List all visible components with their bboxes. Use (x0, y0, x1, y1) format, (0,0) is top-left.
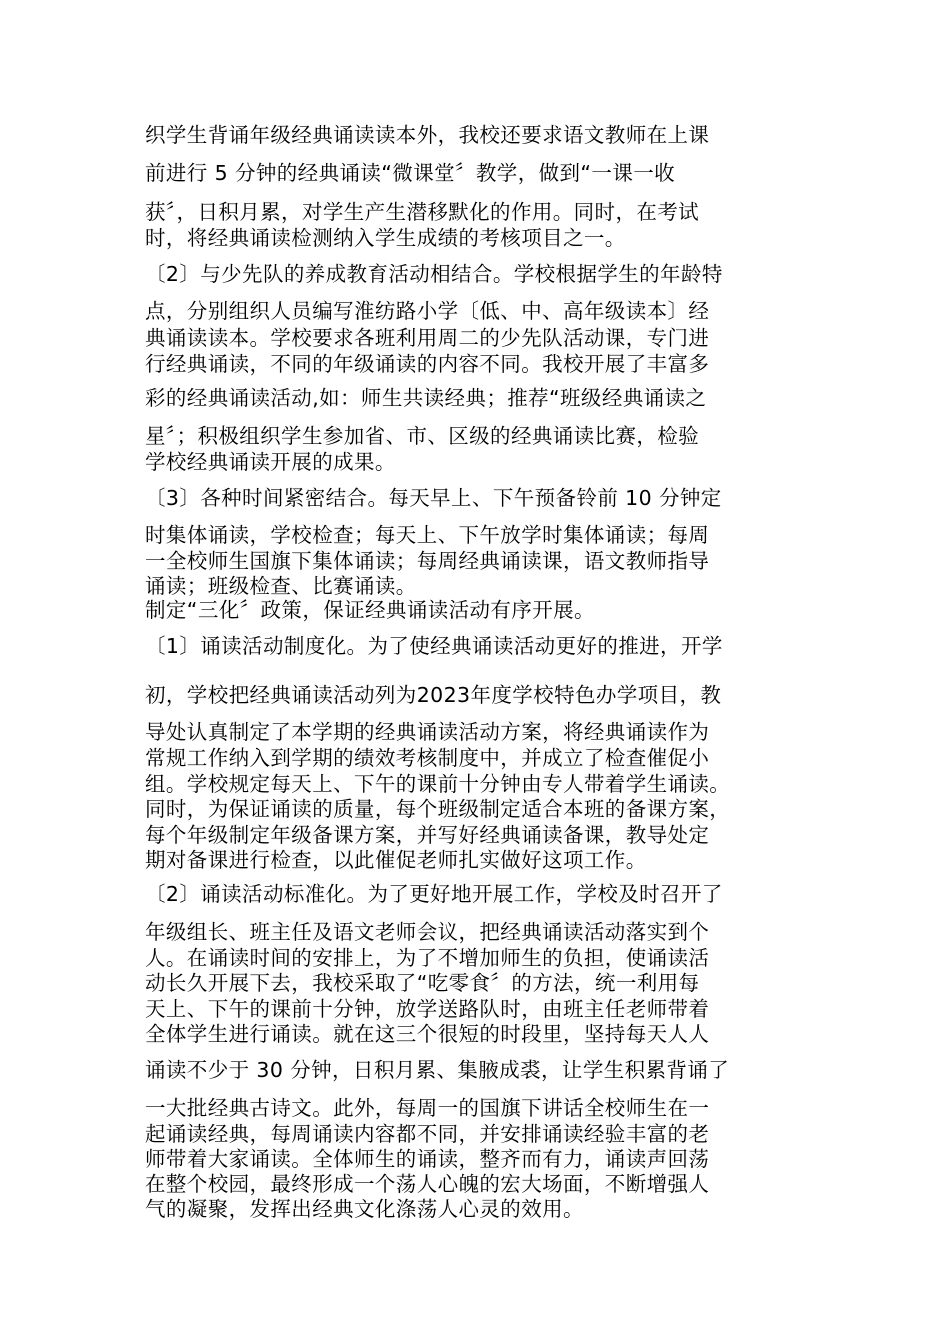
text-line: 典诵读读本。学校要求各班利用周二的少先队活动课，专门进 (145, 326, 710, 350)
text-line: 初，学校把经典诵读活动列为2023年度学校特色办学项目，教 (145, 683, 722, 707)
text-line: 〔1〕诵读活动制度化。为了使经典诵读活动更好的推进，开学 (145, 634, 723, 658)
text-line: 星〞；积极组织学生参加省、市、区级的经典诵读比赛，检验 (145, 424, 700, 448)
text-line: 行经典诵读，不同的年级诵读的内容不同。我校开展了丰富多 (145, 352, 710, 376)
text-line: 起诵读经典，每周诵读内容都不同，并安排诵读经验丰富的老 (145, 1122, 710, 1146)
text-line: 制定“三化〞政策，保证经典诵读活动有序开展。 (145, 598, 595, 622)
text-line: 学校经典诵读开展的成果。 (145, 450, 396, 474)
text-line: 在整个校园，最终形成一个荡人心魄的宏大场面，不断增强人 (145, 1172, 710, 1196)
text-line: 获〞，日积月累，对学生产生潜移默化的作用。同时，在考试 (145, 200, 700, 224)
text-line: 人。在诵读时间的安排上，为了不增加师生的负担，使诵读活 (145, 946, 710, 970)
text-line: 〔3〕各种时间紧密结合。每天早上、下午预备铃前 10 分钟定 (145, 486, 722, 510)
text-line: 天上、下午的课前十分钟，放学送路队时，由班主任老师带着 (145, 997, 710, 1021)
text-line: 每个年级制定年级备课方案，并写好经典诵读备课，教导处定 (145, 823, 710, 847)
text-line: 动长久开展下去，我校采取了“吃零食〞的方法，统一利用每 (145, 971, 700, 995)
text-line: 时集体诵读，学校检查；每天上、下午放学时集体诵读；每周 (145, 523, 710, 547)
text-line: 时，将经典诵读检测纳入学生成绩的考核项目之一。 (145, 226, 626, 250)
text-line: 年级组长、班主任及语文老师会议，把经典诵读活动落实到个 (145, 920, 710, 944)
text-line: 同时，为保证诵读的质量，每个班级制定适合本班的备课方案， (145, 797, 731, 821)
text-line: 全体学生进行诵读。就在这三个很短的时段里，坚持每天人人 (145, 1022, 710, 1046)
text-line: 导处认真制定了本学期的经典诵读活动方案，将经典诵读作为 (145, 720, 710, 744)
text-line: 期对备课进行检查，以此催促老师扎实做好这项工作。 (145, 848, 647, 872)
text-line: 点，分别组织人员编写淮纺路小学〔低、中、高年级读本〕经 (145, 299, 710, 323)
text-line: 组。学校规定每天上、下午的课前十分钟由专人带着学生诵读。 (145, 772, 731, 796)
text-line: 气的凝聚，发挥出经典文化涤荡人心灵的效用。 (145, 1197, 584, 1221)
text-line: 一大批经典古诗文。此外，每周一的国旗下讲话全校师生在一 (145, 1096, 710, 1120)
text-line: 诵读不少于 30 分钟，日积月累、集腋成裘，让学生积累背诵了 (145, 1058, 730, 1082)
text-line: 诵读；班级检查、比赛诵读。 (145, 574, 417, 598)
text-line: 常规工作纳入到学期的绩效考核制度中，并成立了检查催促小 (145, 746, 710, 770)
text-line: 〔2〕诵读活动标准化。为了更好地开展工作，学校及时召开了 (145, 882, 723, 906)
text-line: 〔2〕与少先队的养成教育活动相结合。学校根据学生的年龄特 (145, 262, 723, 286)
text-line: 彩的经典诵读活动,如：师生共读经典；推荐“班级经典诵读之 (145, 386, 707, 410)
text-line: 前进行 5 分钟的经典诵读“微课堂〞教学，做到“一课一收 (145, 161, 676, 185)
text-line: 一全校师生国旗下集体诵读；每周经典诵读课，语文教师指导 (145, 549, 710, 573)
text-line: 师带着大家诵读。全体师生的诵读，整齐而有力，诵读声回荡 (145, 1147, 710, 1171)
text-line: 织学生背诵年级经典诵读读本外，我校还要求语文教师在上课 (145, 123, 710, 147)
